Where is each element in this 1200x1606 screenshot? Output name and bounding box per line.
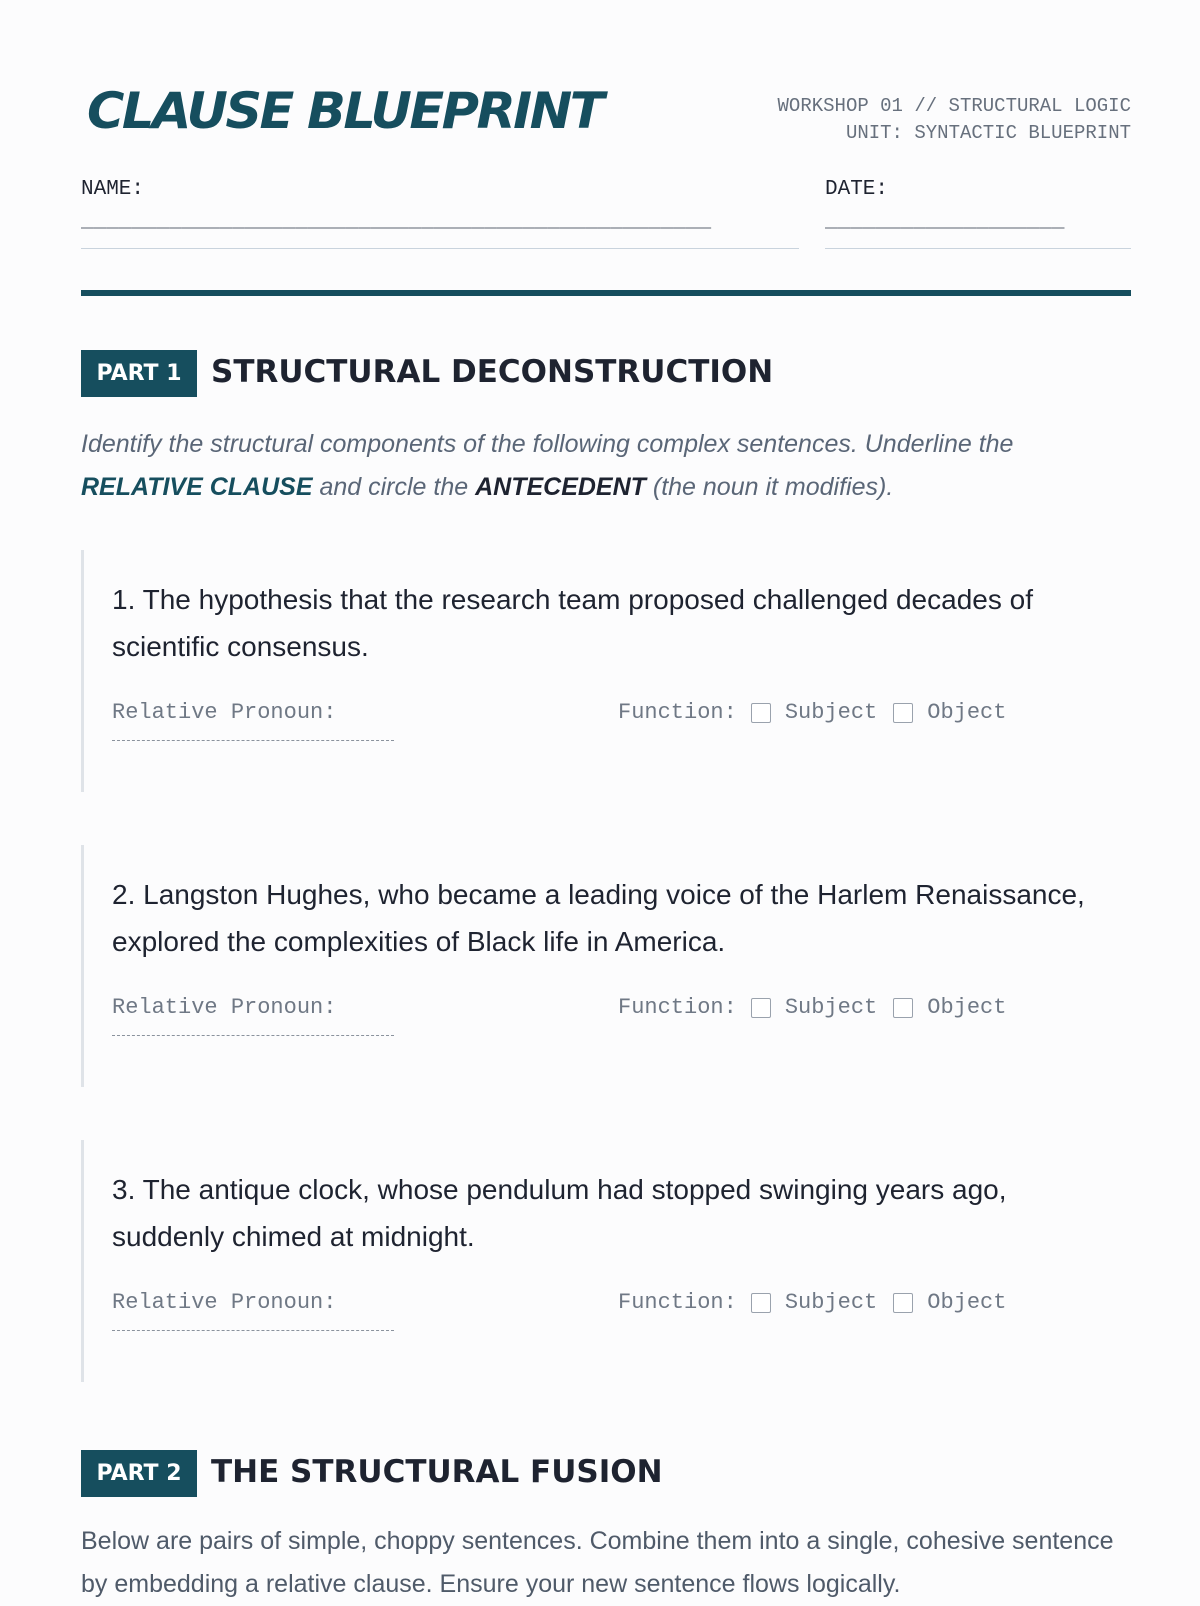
relative-pronoun-label: Relative Pronoun:: [112, 995, 337, 1020]
exercise-sentence: 3. The antique clock, whose pendulum had stopped swinging years ago, suddenly chimed at midnight.: [112, 1174, 1007, 1252]
object-option-label: Object: [927, 995, 1007, 1020]
part1-badge: PART 1: [81, 350, 197, 397]
worksheet-meta: [778, 93, 1131, 147]
object-option-label: Object: [927, 700, 1007, 725]
relative-pronoun-field[interactable]: [112, 1329, 394, 1331]
object-checkbox[interactable]: [893, 1293, 913, 1313]
subject-option-label: Subject: [784, 995, 878, 1020]
relative-pronoun-field[interactable]: [112, 739, 394, 741]
part2-instructions: Below are pairs of simple, choppy sentences. Combine them into a single, cohesive sentence by embedding a relative clause. Ensure your new sentence flows logically.: [81, 1527, 1114, 1598]
exercise-sentence: 1. The hypothesis that the research team proposed challenged decades of scientific consensus.: [112, 584, 1033, 662]
date-field[interactable]: ___________________: [825, 210, 1065, 233]
function-row: [618, 1290, 1006, 1315]
worksheet-title: CLAUSE BLUEPRINT: [87, 82, 602, 140]
instr-relative-clause: RELATIVE CLAUSE: [81, 473, 313, 501]
date-field-rule: [825, 248, 1131, 249]
function-label: Function:: [618, 995, 737, 1020]
exercise-item: [81, 845, 1124, 1087]
part1-title: STRUCTURAL DECONSTRUCTION: [211, 354, 774, 390]
relative-pronoun-label: Relative Pronoun:: [112, 700, 337, 725]
exercise-item: [81, 550, 1124, 792]
instr-text-c: (the noun it modifies).: [645, 473, 894, 501]
meta-unit: UNIT: SYNTACTIC BLUEPRINT: [845, 122, 1131, 144]
subject-option-label: Subject: [784, 1290, 878, 1315]
instr-antecedent: ANTECEDENT: [475, 473, 646, 501]
function-row: [618, 700, 1006, 725]
instr-text-b: and circle the: [312, 473, 476, 501]
subject-checkbox[interactable]: [751, 1293, 771, 1313]
object-checkbox[interactable]: [893, 703, 913, 723]
object-option-label: Object: [927, 1290, 1007, 1315]
relative-pronoun-label: Relative Pronoun:: [112, 1290, 337, 1315]
date-label: DATE:: [825, 178, 889, 201]
part2-badge: PART 2: [81, 1450, 197, 1497]
function-label: Function:: [618, 700, 737, 725]
subject-checkbox[interactable]: [751, 998, 771, 1018]
instr-text-a: Identify the structural components of the following complex sentences. Underline the: [81, 430, 1014, 458]
function-label: Function:: [618, 1290, 737, 1315]
part2-title: THE STRUCTURAL FUSION: [211, 1454, 663, 1490]
exercise-item: [81, 1140, 1124, 1382]
subject-checkbox[interactable]: [751, 703, 771, 723]
name-label: NAME:: [81, 178, 145, 201]
meta-workshop: WORKSHOP 01 // STRUCTURAL LOGIC: [777, 95, 1131, 117]
name-field-rule: [81, 248, 799, 249]
object-checkbox[interactable]: [893, 998, 913, 1018]
header-divider: [81, 290, 1131, 296]
name-field[interactable]: __________________________________________________: [81, 210, 712, 233]
function-row: [618, 995, 1006, 1020]
relative-pronoun-field[interactable]: [112, 1034, 394, 1036]
part1-instructions: [81, 423, 1131, 509]
subject-option-label: Subject: [784, 700, 878, 725]
exercise-sentence: 2. Langston Hughes, who became a leading voice of the Harlem Renaissance, explored the complexities of Black life in America.: [112, 879, 1085, 957]
